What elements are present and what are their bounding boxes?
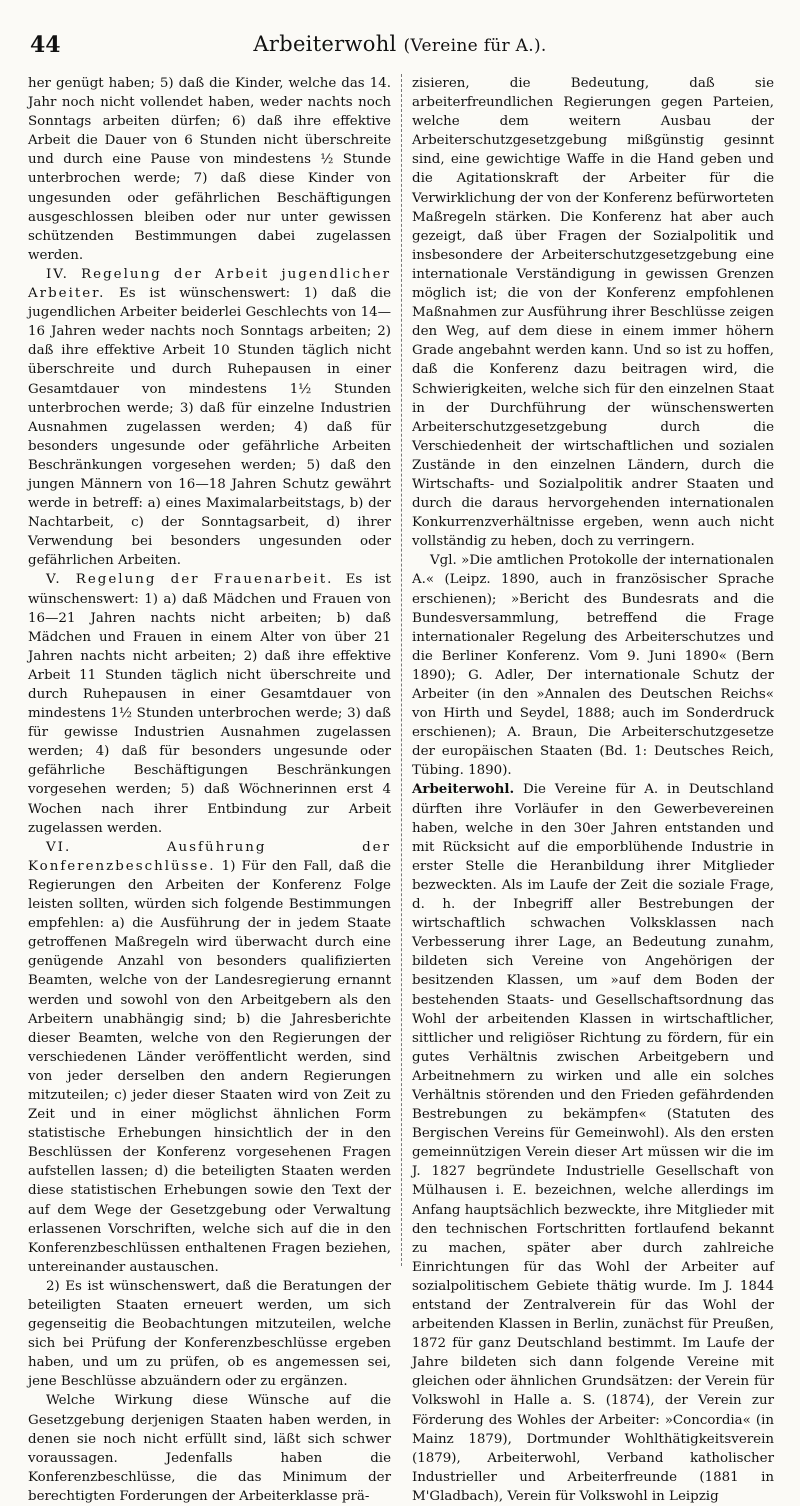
page-number: 44 bbox=[30, 32, 61, 58]
section-paragraph bbox=[28, 838, 391, 1277]
section-heading: V. Regelung der Frauenarbeit. bbox=[46, 572, 334, 588]
section-text: Es ist wünschenswert: 1) a) daß Mädchen und Frauen von 16—21 Jahren nachts nicht arbeiten; b) daß Mädchen und Frauen in einem Alter von über 21 Jahren nachts nicht arbeiten; 2) daß ihre effektive Arbeit 11 Stunden täglich nicht überschreite und durch Ruhepausen in einer Gesamtdauer von mindestens 1½ Stunden unterbrochen werde; 3) daß für gewisse Industrien Ausnahmen zugelassen werden; 4) daß für besonders ungesunde oder gefährliche Beschäftigungen Beschränkungen vorgesehen werden; 5) daß Wöchnerinnen erst 4 Wochen nach ihrer Entbindung zur Arbeit zugelassen werden. bbox=[28, 572, 391, 836]
section-text: Es ist wünschenswert: 1) daß die jugendlichen Arbeiter beiderlei Geschlechts von 14—16 Jahren weder nachts noch Sonntags arbeiten; 2) daß ihre effektive Arbeit 10 Stunden täglich nicht überschreite und durch Ruhepausen in einer Gesamtdauer von mindestens 1½ Stunden unterbrochen werde; 3) daß für einzelne Industrien Ausnahmen zugelassen werden; 4) daß für besonders ungesunde oder gefährliche Arbeiten Beschränkungen vorgesehen werden; 5) daß den jungen Männern von 16—18 Jahren Schutz gewährt werde in betreff: a) eines Maximalarbeitstags, b) der Nachtarbeit, c) der Sonntagsarbeit, d) ihrer Verwendung bei besonders ungesunden oder gefährlichen Arbeiten. bbox=[28, 286, 391, 569]
paragraph: Welche Wirkung diese Wünsche auf die Gesetzgebung derjenigen Staaten haben werden, in denen sie noch nicht erfüllt sind, läßt sich schwer voraussagen. Jedenfalls haben die Konferenzbeschlüsse, die das Minimum der berechtigten Forderungen der Arbeiterklasse prä- bbox=[28, 1393, 391, 1504]
left-column bbox=[28, 74, 401, 1504]
section-heading: IV. Regelung der Arbeit jugendlicher Arbeiter. bbox=[28, 266, 391, 302]
paragraph: zisieren, die Bedeutung, daß sie arbeiterfreundlichen Regierungen gegen Parteien, welche dem weitern Ausbau der Arbeiterschutzgesetzgebung mißgünstig gesinnt sind, eine gewichtige Waffe in die Hand geben und die Agitationskraft der Arbeiter für die Verwirklichung der von der Konferenz befürworteten Maßregeln stärken. Die Konferenz hat aber auch gezeigt, daß über Fragen der Sozialpolitik und insbesondere der Arbeiterschutzgesetzgebung eine internationale Verständigung in gewissen Grenzen möglich ist; die von der Konferenz empfohlenen Maßnahmen zur Ausführung ihrer Beschlüsse zeigen den Weg, auf dem diese in einem immer höhern Grade angebahnt werden kann. Und so ist zu hoffen, daß die Konferenz dazu beitragen wird, die Schwierigkeiten, welche sich für den einzelnen Staat in der Durchführung der wünschenswerten Arbeiterschutzgesetzgebung durch die Verschiedenheit der wirtschaftlichen und sozialen Zustände in den einzelnen Ländern, durch die Wirtschafts- und Sozialpolitik andrer Staaten und durch die daraus hervorgehenden internationalen Konkurrenzverhältnisse ergeben, wenn auch nicht vollständig zu heben, doch zu verringern. bbox=[412, 76, 774, 550]
entry-headword: Arbeiterwohl. bbox=[412, 781, 515, 798]
running-head-title: Arbeiterwohl bbox=[253, 32, 397, 56]
section-text: 1) Für den Fall, daß die Regierungen den Arbeiten der Konferenz Folge leisten sollten, würden sich folgende Bestimmungen empfehlen: a) die Ausführung der in jedem Staate getroffenen Maßregeln wird überwacht durch eine genügende Anzahl von besonders qualifizierten Beamten, welche von der Landesregierung ernannt werden und sowohl von den Arbeitgebern als den Arbeitern unabhängig sind; b) die Jahresberichte dieser Beamten, welche von den Regierungen der verschiedenen Länder veröffentlicht werden, sind von jeder derselben den andern Regierungen mitzuteilen; c) jeder dieser Staaten wird von Zeit zu Zeit und in einer möglichst ähnlichen Form statistische Erhebungen hinsichtlich der in den Beschlüssen der Konferenz vorgesehenen Fragen aufstellen lassen; d) die beteiligten Staaten werden diese statistischen Erhebungen sowie den Text der auf dem Wege der Gesetzgebung oder Verwaltung erlassenen Vorschriften, welche sich auf die in den Konferenzbeschlüssen enthaltenen Fragen beziehen, untereinander austauschen. bbox=[28, 858, 391, 1275]
entry-paragraph bbox=[412, 780, 774, 1506]
paragraph: her genügt haben; 5) daß die Kinder, welche das 14. Jahr noch nicht vollendet haben, weder nachts noch Sonntags arbeiten dürfen; 6) daß ihre effektive Arbeit die Dauer von 6 Stunden nicht überschreite und durch eine Pause von mindestens ½ Stunde unterbrochen werde; 7) daß diese Kinder von ungesunden oder gefährlichen Beschäftigungen ausgeschlossen bleiben oder nur unter gewissen schützenden Bestimmungen dabei zugelassen werden. bbox=[28, 76, 391, 263]
text-columns bbox=[28, 74, 774, 1504]
section-heading: VI. Ausführung der Konferenzbeschlüsse. bbox=[28, 839, 391, 874]
running-head-subtitle: (Vereine für A.). bbox=[403, 36, 547, 56]
paragraph: 2) Es ist wünschenswert, daß die Beratungen der beteiligten Staaten erneuert werden, um sich gegenseitig die Beobachtungen mitzuteilen, welche sich bei Prüfung der Konferenzbeschlüsse ergeben haben, und um zu prüfen, ob es angemessen sei, jene Beschlüsse abzuändern oder zu ergänzen. bbox=[28, 1278, 391, 1390]
running-head bbox=[30, 32, 770, 56]
section-paragraph bbox=[28, 265, 391, 571]
entry-text: Die Vereine für A. in Deutschland dürften ihre Vorläufer in den Gewerbevereinen haben, welche in den 30er Jahren entstanden und mit Rücksicht auf die emporblühende Industrie in erster Stelle die Heranbildung ihrer Mitglieder bezweckten. Als im Laufe der Zeit die soziale Frage, d. h. der Inbegriff aller Bestrebungen der wirtschaftlich schwachen Volksklassen nach Verbesserung ihrer Lage, an Bedeutung zunahm, bildeten sich Vereine von Angehörigen der besitzenden Klassen, um »auf dem Boden der bestehenden Staats- und Gesellschaftsordnung das Wohl der arbeitenden Klassen in wirtschaftlicher, sittlicher und religiöser Richtung zu fördern, für ein gutes Verhältnis zwischen Arbeitgebern und Arbeitnehmern zu wirken und alle ein solches Verhältnis störenden und den Frieden gefährdenden Bestrebungen zu bekämpfen« (Statuten des Bergischen Vereins für Gemeinwohl). Als den ersten gemeinnützigen Verein dieser Art müssen wir die im J. 1827 begründete Industrielle Gesellschaft von Mülhausen i. E. bezeichnen, welche allerdings im Anfang hauptsächlich bezweckte, ihre Mitglieder mit den technischen Fortschritten fortlaufend bekannt zu machen, später aber durch zahlreiche Einrichtungen für das Wohl der Arbeiter auf sozialpolitischem Gebiete thätig wurde. Im J. 1844 entstand der Zentralverein für das Wohl der arbeitenden Klassen in Berlin, zunächst für Preußen, 1872 für ganz Deutschland bestimmt. Im Laufe der Jahre bildeten sich dann folgende Vereine mit gleichen oder ähnlichen Grundsätzen: der Verein für Volkswohl in Halle a. S. (1874), der Verein zur Förderung des Wohles der Arbeiter: »Concordia« (in Mainz 1879), Dortmunder Wohlthätigkeitsverein (1879), Arbeiterwohl, Verband katholischer Industrieller und Arbeiterfreunde (1881 in M'Gladbach), Verein für Volkswohl in Leipzig bbox=[412, 782, 774, 1504]
section-paragraph bbox=[28, 570, 391, 837]
bibliography-paragraph: Vgl. »Die amtlichen Protokolle der internationalen A.« (Leipz. 1890, auch in französischer Sprache erschienen); »Bericht des Bundesrats and die Bundesversammlung, betreffend die Frage internationaler Regelung des Arbeiterschutzes und die Berliner Konferenz. Vom 9. Juni 1890« (Bern 1890); G. Adler, Der internationale Schutz der Arbeiter (in den »Annalen des Deutschen Reichs« von Hirth und Seydel, 1888; auch im Sonderdruck erschienen); A. Braun, Die Arbeiterschutzgesetze der europäischen Staaten (Bd. 1: Deutsches Reich, Tübing. 1890). bbox=[412, 553, 774, 779]
page-header bbox=[30, 32, 770, 64]
right-column bbox=[401, 74, 774, 1504]
